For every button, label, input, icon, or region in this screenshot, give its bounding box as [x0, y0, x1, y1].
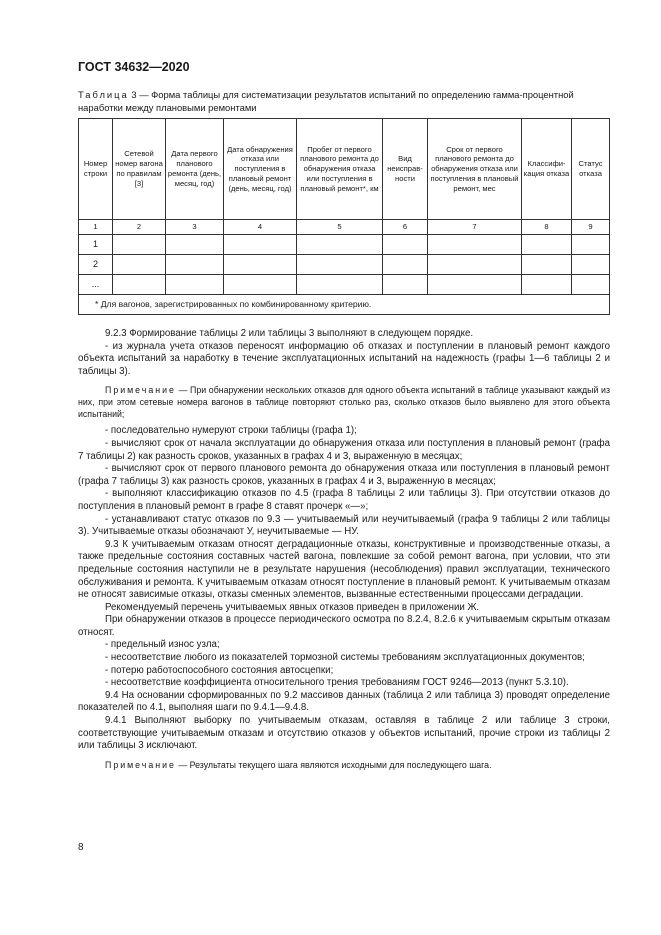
- list-item: - вычисляют срок от начала эксплуатации до обнаружения отказа или поступления в плановый ремонт (графа 7 таблицы 2) как разность сроков, указанных в графах 4 и 3, выраженную в месяцах;: [78, 437, 610, 462]
- empty-cell: [522, 275, 572, 295]
- column-number-cell: 1: [79, 220, 113, 235]
- empty-cell: [113, 235, 166, 255]
- column-number-cell: 6: [383, 220, 428, 235]
- table-caption: [78, 89, 610, 114]
- empty-cell: [113, 275, 166, 295]
- list-item: - несоответствие любого из показателей тормозной системы требованиям эксплуатационных документов;: [105, 652, 585, 664]
- column-number-cell: 7: [428, 220, 522, 235]
- note-text: — При обнаружении нескольких отказов для одного объекта испытаний в таблице указывают каждый из них, при этом сетевые номера вагонов в таблице повторяют столько раз, сколько отказов было выявлено для этого объекта испытаний;: [78, 385, 610, 420]
- empty-cell: [383, 255, 428, 275]
- table-header-row: [79, 119, 610, 220]
- column-number-cell: 8: [522, 220, 572, 235]
- header-cell: Вид неисправ-ности: [383, 119, 428, 220]
- empty-cell: [522, 235, 572, 255]
- empty-cell: [297, 275, 383, 295]
- empty-cell: [224, 275, 297, 295]
- empty-cell: [428, 255, 522, 275]
- table-footnote: * Для вагонов, зарегистрированных по комбинированному критерию.: [79, 295, 610, 315]
- empty-cell: [297, 255, 383, 275]
- empty-cell: [383, 235, 428, 255]
- row-number-cell: 2: [79, 255, 113, 275]
- empty-cell: [522, 255, 572, 275]
- table-caption-label: Таблица: [78, 89, 129, 100]
- empty-cell: [224, 255, 297, 275]
- empty-cell: [113, 255, 166, 275]
- column-number-cell: 9: [572, 220, 610, 235]
- empty-cell: [166, 235, 224, 255]
- paragraph: Рекомендуемый перечень учитываемых явных отказов приведен в приложении Ж.: [105, 601, 480, 613]
- row-number-cell: 1: [79, 235, 113, 255]
- page-number: 8: [78, 842, 84, 853]
- paragraph: 9.4 На основании сформированных по 9.2 массивов данных (таблица 2 или таблица 3) проводят определение показателей по 4.1, выполняя шаги по 9.4.1—9.4.8.: [78, 689, 610, 714]
- standard-header: ГОСТ 34632—2020: [78, 60, 190, 74]
- paragraph: - из журнала учета отказов переносят информацию об отказах и поступлении в плановый ремонт каждого объекта испытаний за наработку в течение эксплуатационных испытаний на надежность (графы 1—6 таблицы 2 и таблицы 3).: [78, 340, 610, 377]
- header-cell: Классифи-кация отказа: [522, 119, 572, 220]
- empty-cell: [572, 275, 610, 295]
- empty-cell: [166, 255, 224, 275]
- empty-cell: [297, 235, 383, 255]
- list-item: - потерю работоспособного состояния автосцепки;: [105, 664, 334, 676]
- results-table: [78, 118, 610, 315]
- table-row: [79, 255, 610, 275]
- column-number-cell: 5: [297, 220, 383, 235]
- empty-cell: [428, 275, 522, 295]
- header-cell: Номер строки: [79, 119, 113, 220]
- table-caption-number: 3: [131, 89, 137, 100]
- paragraph: 9.3 К учитываемым отказам относят деградационные отказы, конструктивные и производственные отказы, а также предельные состояния составных частей вагона, повлекшие за собой ремонт вагона, при условии, что эти предельные состояния наступили не в результате нарушения (несоблюдения) правил эксплуатации, технического обслуживания и ремонта. К учитываемым отказам относят поступление в плановый ремонт. К учитываемым отказам не относят зависимые отказы, отказы сменных элементов, вызванные естественными процессами деградации.: [78, 538, 610, 601]
- header-cell: Дата обнаружения отказа или поступления в плановый ремонт (день, месяц, год): [224, 119, 297, 220]
- header-cell: Статус отказа: [572, 119, 610, 220]
- table-caption-text: — Форма таблицы для систематизации результатов испытаний по определению гамма-процентной наработки между плановыми ремонтами: [78, 89, 574, 113]
- column-number-cell: 3: [166, 220, 224, 235]
- header-cell: Пробег от первого планового ремонта до обнаружения отказа или поступления в плановый ремонт*, км: [297, 119, 383, 220]
- header-cell: Дата первого планового ремонта (день, месяц, год): [166, 119, 224, 220]
- note: [78, 759, 610, 771]
- empty-cell: [428, 235, 522, 255]
- paragraph: При обнаружении отказов в процессе периодического осмотра по 8.2.4, 8.2.6 к учитываемым скрытым отказам относят.: [78, 614, 610, 638]
- header-cell: Срок от первого планового ремонта до обнаружения отказа или поступления в плановый ремонт, мес: [428, 119, 522, 220]
- table-row: [79, 275, 610, 295]
- column-number-cell: 4: [224, 220, 297, 235]
- list-item: - последовательно нумеруют строки таблицы (графа 1);: [105, 425, 357, 437]
- column-number-row: [79, 220, 610, 235]
- empty-cell: [572, 235, 610, 255]
- list-item: - устанавливают статус отказов по 9.3 — учитываемый или неучитываемый (графа 9 таблицы 2 или таблицы 3). Учитываемые отказы обозначают У, неучитываемые — НУ.: [78, 513, 610, 538]
- column-number-cell: 2: [113, 220, 166, 235]
- list-item: - несоответствие коэффициента относительного трения требованиям ГОСТ 9246—2013 (пункт 5.3.10).: [105, 677, 569, 689]
- empty-cell: [224, 235, 297, 255]
- paragraph: 9.4.1 Выполняют выборку по учитываемым отказам, оставляя в таблице 2 или таблице 3 строки, соответствующие учитываемым отказам и отсутствию отказов у объектов испытаний, прочие строки из таблицы 2 или таблицы 3 исключают.: [78, 715, 610, 752]
- row-number-cell: ...: [79, 275, 113, 295]
- empty-cell: [572, 255, 610, 275]
- note-label: Примечание: [105, 759, 176, 770]
- list-item: - предельный износ узла;: [105, 639, 220, 651]
- list-item: - выполняют классификацию отказов по 4.5 (графа 8 таблицы 2 или таблицы 3). При отсутствии отказов до поступления в плановый ремонт в графе 8 ставят прочерк «—»;: [78, 488, 610, 512]
- empty-cell: [166, 275, 224, 295]
- header-cell: Сетевой номер вагона по правилам [3]: [113, 119, 166, 220]
- note: [78, 384, 610, 420]
- paragraph: 9.2.3 Формирование таблицы 2 или таблицы 3 выполняют в следующем порядке.: [105, 328, 474, 339]
- empty-cell: [383, 275, 428, 295]
- table-row: [79, 235, 610, 255]
- body-text: [78, 328, 610, 771]
- list-item: - вычисляют срок от первого планового ремонта до обнаружения отказа или поступления в плановый ремонт (графа 7 таблицы 3) как разность сроков, указанных в графах 4 и 3, выраженную в месяцах;: [78, 463, 610, 487]
- note-label: Примечание: [105, 385, 176, 396]
- table-footnote-row: [79, 295, 610, 315]
- note-text: — Результаты текущего шага являются исходными для последующего шага.: [178, 759, 492, 770]
